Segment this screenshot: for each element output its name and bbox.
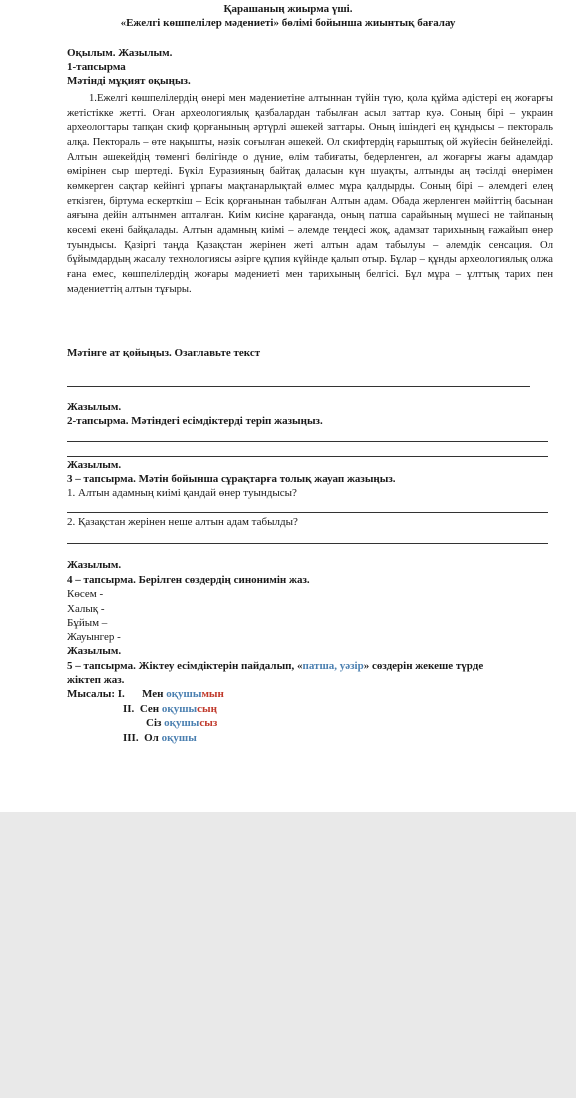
header-date: Қарашаның жиырма үші.	[223, 3, 353, 15]
pronoun: Сен	[139, 703, 160, 715]
section3-heading: Жазылым.	[67, 459, 122, 471]
pronoun: Ол	[144, 732, 159, 744]
task3-label: 3 – тапсырма. Мәтін бойынша сұрақтарға толық жауап жазыңыз.	[67, 473, 396, 485]
suffix: сың	[197, 703, 217, 715]
question-1: 1. Алтын адамның киімі қандай өнер туындысы?	[67, 487, 297, 499]
task2-label: 2-тапсырма. Мәтіндегі есімдіктерді теріп жазыңыз.	[67, 415, 323, 427]
stem: оқушы	[164, 717, 200, 729]
synonym-word: Бұйым –	[67, 617, 108, 629]
stem: оқушы	[161, 732, 197, 744]
pronoun: Мен	[142, 688, 164, 700]
answer-line	[67, 386, 530, 387]
synonym-word: Жауынгер -	[67, 631, 121, 643]
section4-heading: Жазылым.	[67, 559, 122, 571]
example-row	[146, 717, 217, 730]
task5-text: 5 – тапсырма. Жіктеу есімдіктерін пайдалып, «	[67, 660, 303, 672]
row-number: ІІ.	[123, 703, 135, 715]
task1-instruction: Мәтінді мұқият оқыңыз.	[67, 75, 191, 87]
task1-label: 1-тапсырма	[67, 61, 126, 73]
answer-line	[67, 512, 548, 513]
synonym-word: Халық -	[67, 603, 105, 615]
example-label: Мысалы: І.	[67, 688, 125, 700]
reading-text: 1.Ежелгі көшпелілердің өнері мен мәдениетіне алтыннан түйін түю, қола құйма әдістері ең жоғарғы жетістікке жетті. Оған археологиялық қазбалардан табылған асыл заттар куә. Соның бірі – украин археологтары тапқан скиф қорғанының әртүрлі әшекей заттары. Оның ішіндегі ең құндысы – пектораль алқа. Пектораль – өте нақышты, нәзік соғылған әшекей. Ол скифтердің ғарыштық ой жүйесін бейнелейді. Алтын әшекейдің төменгі бөлігінде о дүние, өлім табиғаты, бедерленген, ал жоғарғы жағы адамдар өмірінен сыр шертеді. Бүкіл Еуразияның байтақ даласын күн шуақты, алтынды аң тәсілді өнерімен көмкерген сақтар кейінгі ұрпағы мақтанарлықтай өлмес мұра қалдырды. Соның бірі – әлемдегі елең еткізген, біртума ескерткіш – Есік қорғанынан табылған Алтын адам. Обада жерленген мәйіттің басынан аяғына дейін алтынмен апталған. Киім кисіне қарағанда, оның патша сарайының мүшесі не тайпаның көсемі екені байқалады. Алтын адамның киімі – әлемде теңдесі жоқ, адамзат тарихының ғажайып өнер туындысы. Қазіргі таңда Қазақстан жерінен жеті алтын адам табылуы – әлемдік сенсация. Ол бұйымдардың жасалу технологиясы әзірге құпия күйінде қалып отыр. Бұлар – құнды археологиялық олжа ғана емес, көшпелілердің жоғары мәдениеті мен тарихының белгісі. Бұл мұра – ұлттық тарих пен мәдениеттің алтын тұғыры.	[67, 93, 553, 295]
suffix: мын	[201, 688, 224, 700]
section5-heading: Жазылым.	[67, 645, 122, 657]
question-2: 2. Қазақстан жерінен неше алтын адам табылды?	[67, 516, 298, 528]
example-row	[142, 688, 224, 701]
task5-label	[67, 660, 483, 673]
section2-heading: Жазылым.	[67, 401, 122, 413]
synonym-word: Көсем -	[67, 588, 104, 600]
stem: оқушы	[166, 688, 202, 700]
task5-words: патша, уәзір	[302, 660, 364, 672]
answer-line	[67, 441, 548, 442]
pronoun: Сіз	[146, 717, 162, 729]
title-task: Мәтінге ат қойыңыз. Озаглавьте текст	[67, 347, 261, 359]
section1-heading: Оқылым. Жазылым.	[67, 47, 173, 59]
example-row	[123, 732, 197, 745]
task5-label-cont: жіктеп жаз.	[67, 674, 125, 686]
row-number: ІІІ.	[123, 732, 139, 744]
stem: оқушы	[161, 703, 198, 715]
empty-area	[0, 812, 576, 1098]
answer-line	[67, 456, 548, 457]
suffix: сыз	[199, 717, 218, 729]
header-title: «Ежелгі көшпелілер мәдениеті» бөлімі бойынша жиынтық бағалау	[120, 17, 456, 29]
example-row	[123, 703, 217, 716]
task5-text: » сөздерін жекеше түрде	[363, 660, 484, 672]
answer-line	[67, 543, 548, 544]
task4-label: 4 – тапсырма. Берілген сөздердің синонимін жаз.	[67, 574, 310, 586]
